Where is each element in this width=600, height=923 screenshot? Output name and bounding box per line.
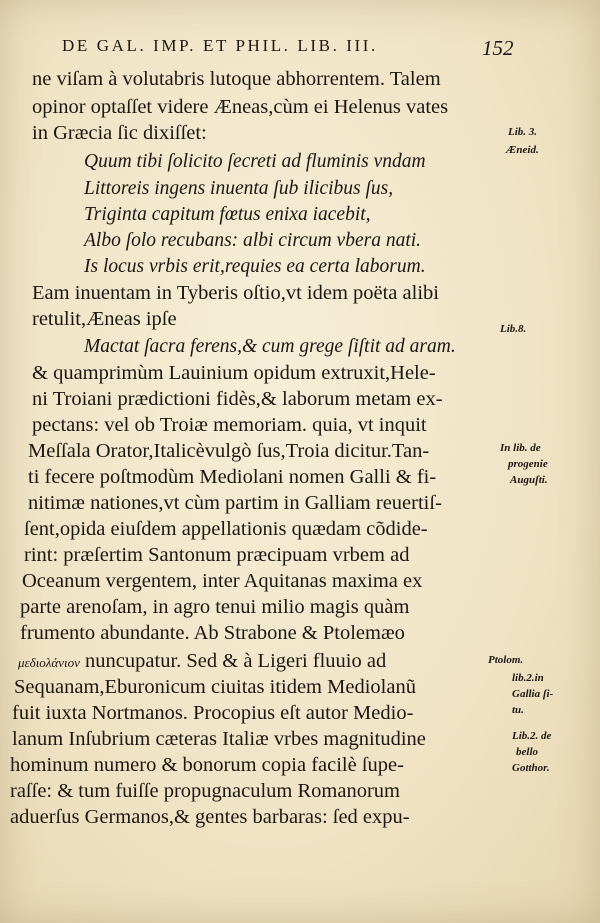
text-line: fuit iuxta Nortmanos. Procopius eſt autor Medio- — [12, 702, 414, 724]
text-line: parte arenoſam, in agro tenui milio magis quàm — [20, 596, 410, 618]
text-line: rint: præſertim Santonum præcipuam vrbem ad — [24, 544, 410, 566]
text-line: frumento abundante. Ab Strabone & Ptolemæo — [20, 622, 405, 644]
text-line: Meſſala Orator,Italicèvulgò ſus,Troia dicitur.Tan- — [28, 440, 430, 462]
margin-note: In lib. de — [500, 442, 541, 454]
margin-note: bello — [516, 746, 538, 758]
greek-word: μεδιολάνιον — [18, 655, 80, 670]
text-line: Eam inuentam in Tyberis oſtio,vt idem poëta alibi — [32, 282, 439, 304]
text-line: opinor optaſſet videre Æneas,cùm ei Helenus vates — [32, 96, 449, 118]
page-number: 152 — [482, 36, 514, 60]
text-line — [18, 648, 386, 676]
verse-line: Quum tibi ſolicito ſecreti ad fluminis vndam — [84, 151, 426, 172]
margin-note: Gotthor. — [512, 762, 550, 774]
verse-line: Mactat ſacra ferens,& cum grege ſiſtit ad aram. — [84, 336, 456, 357]
text-line: retulit,Æneas ipſe — [32, 308, 177, 330]
margin-note: Æneid. — [506, 144, 539, 156]
margin-note: Lib. 3. — [508, 126, 538, 138]
text-line: ni Troiani prædictioni fidès,& laborum metam ex- — [32, 388, 443, 410]
verse-line: Albo ſolo recubans: albi circum vbera nati. — [84, 230, 422, 251]
verse-line: Littoreis ingens inuenta ſub ilicibus ſus, — [84, 178, 394, 199]
verse-line: Triginta capitum fœtus enixa iacebit, — [84, 204, 371, 225]
margin-note: Auguſti. — [510, 474, 548, 486]
text-line: Sequanam,Eburonicum ciuitas itidem Mediolanũ — [14, 676, 416, 698]
margin-note: tu. — [512, 704, 524, 716]
text-line: lanum Inſubrium cæteras Italiæ vrbes magnitudine — [12, 728, 426, 750]
text-line: in Græcia ſic dixiſſet: — [32, 122, 207, 144]
text-line: raſſe: & tum fuiſſe propugnaculum Romanorum — [10, 780, 400, 802]
text-line: pectans: vel ob Troiæ memoriam. quia, vt inquit — [32, 414, 427, 436]
margin-note: Ptolom. — [488, 654, 524, 666]
margin-note: lib.2.in — [512, 672, 544, 684]
margin-note: Gallia ſi- — [512, 688, 554, 700]
text-line: hominum numero & bonorum copia facilè ſupe- — [10, 754, 404, 776]
text-line: nitimæ nationes,vt cùm partim in Galliam reuertiſ- — [28, 492, 442, 514]
text-line: & quamprimùm Lauinium opidum extruxit,Hele- — [32, 362, 436, 384]
text-line: ne viſam à volutabris lutoque abhorrentem. Talem — [32, 68, 441, 90]
margin-note: Lib.8. — [500, 323, 527, 335]
margin-note: Lib.2. de — [512, 730, 552, 742]
text-line-rest: nuncupatur. Sed & à Ligeri fluuio ad — [85, 650, 387, 672]
text-line: aduerſus Germanos,& gentes barbaras: ſed expu- — [10, 806, 410, 828]
margin-note: progenie — [508, 458, 548, 470]
running-head: DE GAL. IMP. ET PHIL. LIB. III. — [62, 36, 378, 55]
text-line: ti fecere poſtmodùm Mediolani nomen Galli & fi- — [28, 466, 437, 488]
text-line: Oceanum vergentem, inter Aquitanas maxima ex — [22, 570, 423, 592]
text-line: ſent,opida eiuſdem appellationis quædam cõdide- — [24, 518, 428, 540]
verse-line: Is locus vrbis erit,requies ea certa laborum. — [84, 256, 426, 277]
